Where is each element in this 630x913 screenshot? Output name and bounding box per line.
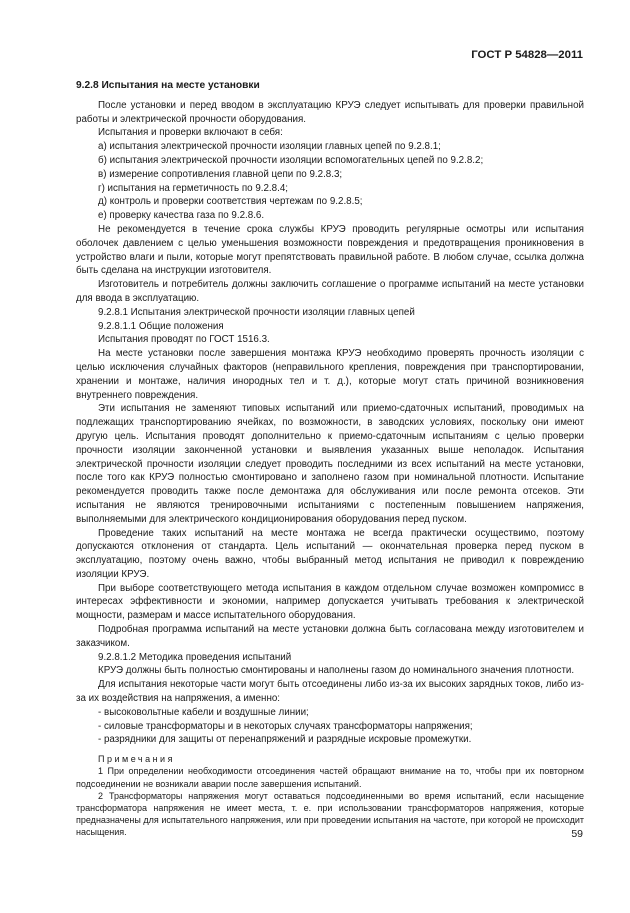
list-item: г) испытания на герметичность по 9.2.8.4; xyxy=(98,182,288,194)
list-item: д) контроль и проверки соответствия чертежам по 9.2.8.5; xyxy=(98,196,363,208)
paragraph: КРУЭ должны быть полностью смонтированы и наполнены газом до номинального значения плотности. xyxy=(98,665,575,677)
paragraph: При выборе соответствующего метода испытания в каждом отдельном случае возможен компромисс в интересах эффективности и экономии, например допускается учитывать требования к электрической мощности, размерам и массе испытательного оборудования. xyxy=(76,582,584,622)
subsection-title: 9.2.8.1.2 Методика проведения испытаний xyxy=(98,651,292,663)
subsection-title: 9.2.8.1 Испытания электрической прочности изоляции главных цепей xyxy=(98,306,415,318)
list-item: а) испытания электрической прочности изоляции главных цепей по 9.2.8.1; xyxy=(98,141,441,153)
subsection-title: 9.2.8.1.1 Общие положения xyxy=(98,320,224,332)
paragraph: Не рекомендуется в течение срока службы КРУЭ проводить регулярные осмотры или испытания оболочек давлением с целью уменьшения возможности повреждения и предотвращения проникновения в устройство влаги и пыли, которые могут препятствовать правильной работе. В любом случае, ссылка должна быть сделана на инструкции изготовителя. xyxy=(76,223,584,277)
list-item: - высоковольтные кабели и воздушные линии; xyxy=(98,706,309,718)
paragraph: Проведение таких испытаний на месте монтажа не всегда практически осуществимо, поэтому допускаются отклонения от стандарта. Цель испытаний — окончательная проверка перед пуском в эксплуатацию, поэтому очень важно, чтобы выбранный метод испытания не приводил к повреждению изоляции КРУЭ. xyxy=(76,527,584,580)
list-item: в) измерение сопротивления главной цепи по 9.2.8.3; xyxy=(98,168,343,180)
list-item: б) испытания электрической прочности изоляции вспомогательных цепей по 9.2.8.2; xyxy=(98,154,484,166)
paragraph: Изготовитель и потребитель должны заключить соглашение о программе испытаний на месте установки для ввода в эксплуатацию. xyxy=(76,279,584,304)
paragraph: На месте установки после завершения монтажа КРУЭ необходимо проверять прочность изоляции с целью исключения случайных факторов (неправильного крепления, повреждения при транспортировании, хранении и монтаже, наличия инородных тел и т. д.), которые могут стать причиной возникновения внутреннего повреждения. xyxy=(76,348,584,401)
paragraph: Испытания и проверки включают в себя: xyxy=(98,127,283,139)
note-item: 1 При определении необходимости отсоединения частей обращают внимание на то, чтобы при их повторном подсоединении не возникали аварии после завершения испытаний. xyxy=(76,766,584,789)
list-item: - силовые трансформаторы и в некоторых случаях трансформаторы напряжения; xyxy=(98,720,473,732)
note-item: 2 Трансформаторы напряжения могут оставаться подсоединенными во время испытаний, если насыщение трансформатора напряжения не имеет места, т. е. при использовании трансформаторов напряжения, которые предназначены для испытательного напряжения, или при проведении испытания на частоте, при которой не происходит насыщения. xyxy=(76,790,584,838)
list-item: - разрядники для защиты от перенапряжений и разрядные искровые промежутки. xyxy=(98,734,472,746)
paragraph: Подробная программа испытаний на месте установки должна быть согласована между изготовителем и заказчиком. xyxy=(76,624,584,649)
notes-title: Примечания xyxy=(98,754,175,765)
paragraph: Эти испытания не заменяют типовых испытаний или приемо-сдаточных испытаний, проводимых на подлежащих транспортированию ячейках, по возможности, в заводских условиях, поскольку они имеют другую цель. Испытания проводят дополнительно к приемо-сдаточным испытаниям с целью проверки прочности изоляции законченной установки и выявления указанных выше неполадок. Испытания электрической прочности изоляции следует проводить последними из всех испытаний на месте установки, после того как КРУЭ полностью смонтировано и заполнено газом при номинальной плотности. Испытание рекомендуется проводить также после демонтажа для обслуживания или после ремонта отсеков. Эти испытания не являются тренировочными испытаниями с постепенным повышением напряжения, выполняемыми для электрического кондиционирования оборудования перед пуском. xyxy=(76,403,584,525)
list-item: е) проверку качества газа по 9.2.8.6. xyxy=(98,210,265,222)
paragraph: Испытания проводят по ГОСТ 1516.3. xyxy=(98,334,270,346)
section-title: 9.2.8 Испытания на месте установки xyxy=(76,80,260,91)
paragraph: Для испытания некоторые части могут быть отсоединены либо из-за их высоких зарядных токов, либо из-за их воздействия на напряжения, а именно: xyxy=(76,679,584,705)
paragraph: После установки и перед вводом в эксплуатацию КРУЭ следует испытывать для проверки правильной работы и электрической прочности оборудования. xyxy=(76,99,584,125)
standard-header: ГОСТ Р 54828—2011 xyxy=(471,49,583,61)
page-number: 59 xyxy=(571,828,583,840)
main-content xyxy=(76,79,584,839)
